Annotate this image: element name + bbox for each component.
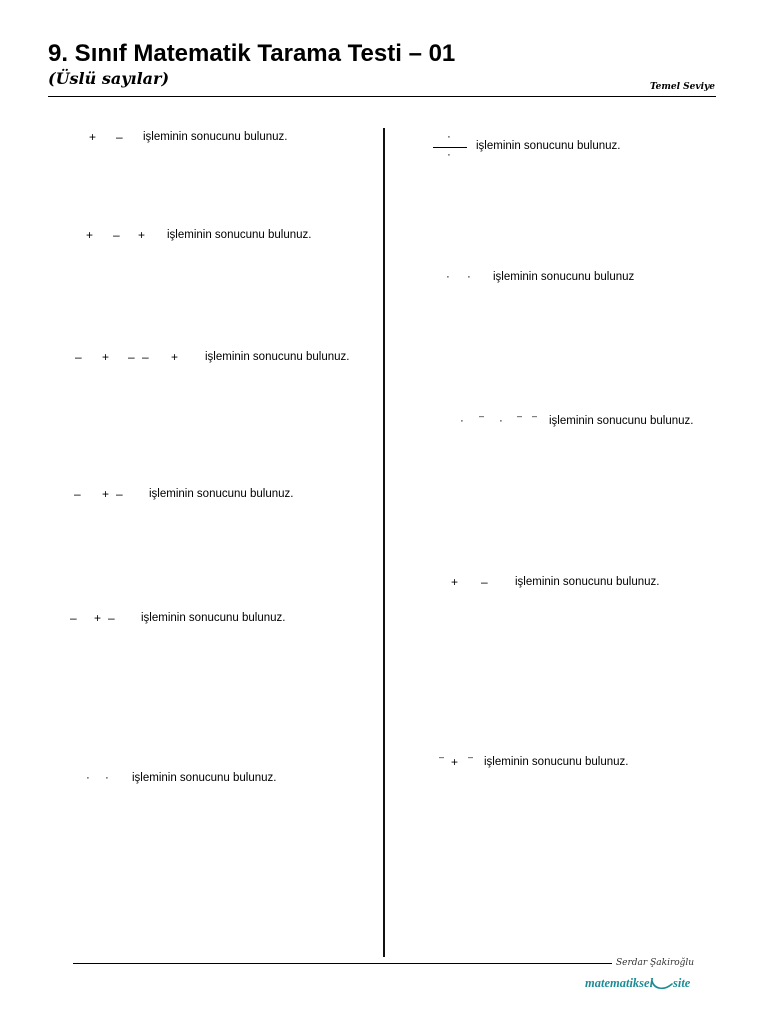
site-logo-domain: site — [673, 976, 691, 990]
fraction-denominator: · — [447, 149, 451, 161]
plus-operator: + — [86, 228, 94, 242]
question-instruction: işleminin sonucunu bulunuz. — [132, 772, 277, 784]
question-instruction: işleminin sonucunu bulunuz. — [141, 612, 286, 624]
plus-operator: + — [94, 611, 102, 625]
minus-operator: – — [116, 487, 123, 501]
minus-operator: – — [481, 575, 488, 589]
minus-operator: – — [116, 130, 123, 144]
superscript-minus: – — [468, 752, 474, 762]
dot-operator: · — [460, 415, 464, 427]
minus-operator: – — [128, 350, 135, 364]
minus-operator: – — [142, 350, 149, 364]
swoosh-path — [652, 981, 672, 988]
plus-operator: + — [138, 228, 146, 242]
question-instruction: işleminin sonucunu bulunuz. — [476, 140, 621, 152]
question-instruction: işleminin sonucunu bulunuz. — [205, 351, 350, 363]
question-instruction: işleminin sonucunu bulunuz. — [515, 576, 660, 588]
question-instruction-row — [0, 139, 768, 153]
plus-operator: + — [451, 575, 459, 589]
dot-operator: · — [499, 415, 503, 427]
dot-operator: · — [105, 772, 109, 784]
footer-rule — [73, 963, 612, 964]
question-right-5 — [0, 752, 768, 769]
worksheet-title: 9. Sınıf Matematik Tarama Testi – 01 — [48, 40, 456, 67]
plus-operator: + — [102, 487, 110, 501]
minus-operator: – — [108, 611, 115, 625]
difficulty-level-label: Temel Seviye — [649, 82, 715, 92]
plus-operator: + — [171, 350, 179, 364]
plus-operator: + — [102, 350, 110, 364]
dot-operator: · — [86, 772, 90, 784]
dot-operator: · — [446, 271, 450, 283]
question-right-2 — [0, 270, 768, 284]
fraction-numerator: · — [447, 131, 451, 143]
minus-operator: – — [75, 350, 82, 364]
site-logo-name: matematiksel — [585, 976, 654, 990]
worksheet-subtitle: (Üslü sayılar) — [48, 69, 170, 88]
question-instruction: işleminin sonucunu bulunuz. — [167, 229, 312, 241]
question-instruction: işleminin sonucunu bulunuz. — [484, 756, 629, 768]
superscript-minus: – — [532, 411, 538, 421]
superscript-minus: – — [517, 411, 523, 421]
minus-operator: – — [70, 611, 77, 625]
question-instruction: işleminin sonucunu bulunuz. — [149, 488, 294, 500]
minus-operator: – — [113, 228, 120, 242]
minus-operator: – — [74, 487, 81, 501]
question-right-3 — [0, 411, 768, 428]
question-instruction: işleminin sonucunu bulunuz — [493, 271, 635, 283]
plus-operator: + — [89, 130, 97, 144]
question-instruction: işleminin sonucunu bulunuz. — [143, 131, 288, 143]
question-right-4 — [0, 575, 768, 589]
superscript-minus: – — [479, 411, 485, 421]
author-signature: Serdar Şakiroğlu — [616, 958, 695, 968]
plus-operator: + — [451, 755, 459, 769]
superscript-minus: – — [439, 752, 445, 762]
dot-operator: · — [467, 271, 471, 283]
question-instruction: işleminin sonucunu bulunuz. — [549, 415, 694, 427]
swoosh-icon — [651, 979, 673, 991]
